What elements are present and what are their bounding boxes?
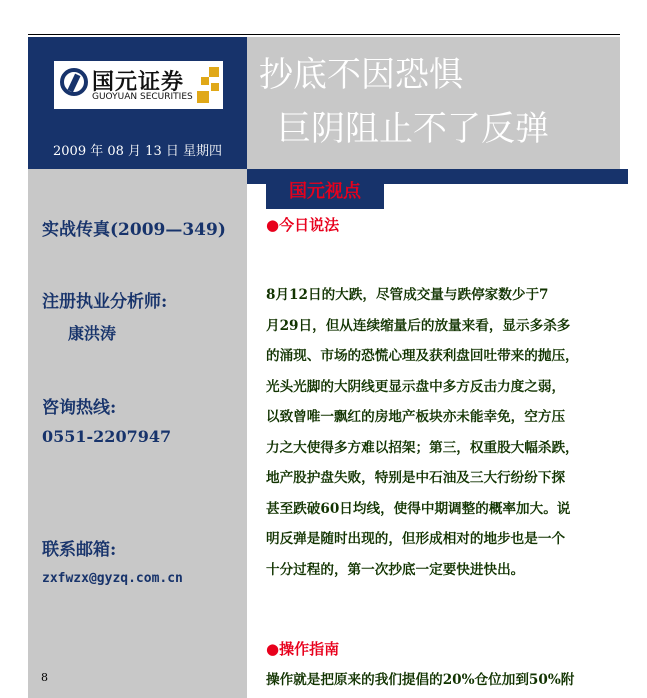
bullet-icon: ● bbox=[266, 216, 280, 234]
headline-line-1: 抄底不因恐惧 bbox=[259, 55, 463, 95]
email-address: zxfwzx@gyzq.com.cn bbox=[42, 571, 183, 586]
analyst-label: 注册执业分析师: bbox=[42, 292, 168, 312]
sidebar bbox=[28, 169, 247, 698]
logo-squares-icon bbox=[197, 67, 219, 103]
company-logo bbox=[54, 61, 223, 109]
section-tab-label: 国元视点 bbox=[266, 177, 384, 209]
report-date: 2009 年 08 月 13 日 星期四 bbox=[53, 144, 222, 159]
headline-line-2: 巨阴阻止不了反弹 bbox=[277, 109, 549, 149]
logo-emblem-icon bbox=[60, 68, 88, 96]
headline-panel bbox=[247, 37, 620, 169]
section-heading-today bbox=[266, 214, 339, 235]
section-title-today: 今日说法 bbox=[279, 216, 340, 234]
report-series: 实战传真(2009—349) bbox=[42, 220, 226, 240]
email-label: 联系邮箱: bbox=[42, 540, 117, 560]
logo-english-name: GUOYUAN SECURITIES bbox=[92, 92, 193, 102]
guide-paragraph: 操作就是把原来的我们提倡的20%仓位加到50%附 bbox=[266, 672, 575, 688]
hotline-label: 咨询热线: bbox=[42, 398, 117, 418]
section-title-guide: 操作指南 bbox=[279, 640, 340, 658]
top-rule bbox=[28, 34, 620, 35]
analyst-name: 康洪涛 bbox=[68, 324, 117, 343]
logo-chinese-name: 国元证券 bbox=[92, 70, 185, 95]
bullet-icon: ● bbox=[266, 640, 280, 658]
page-number: 8 bbox=[41, 671, 48, 684]
section-heading-guide bbox=[266, 638, 339, 659]
hotline-number: 0551-2207947 bbox=[42, 427, 172, 446]
main-paragraph: 8月12日的大跌，尽管成交量与跌停家数少于7 月29日，但从连续缩量后的放量来看，显示多杀多 的涌现、市场的恐慌心理及获利盘回吐带来的抛压， 光头光脚的大阴线更显示盘中多方反击力度之弱， 以致曾唯一飘红的房地产板块亦未能幸免，空方压 力之大使得多方难以招架；第三，权重股大幅杀跌， 地产股护盘失败，特别是中石油及三大行纷纷下探 甚至跌破60日均线，使得中期调整的概率加大。说 明反弹是随时出现的，但形成相对的地步也是一个 十分过程的，第一次抄底一定要快进快出。 bbox=[266, 287, 579, 578]
header-brand-panel bbox=[28, 37, 247, 169]
